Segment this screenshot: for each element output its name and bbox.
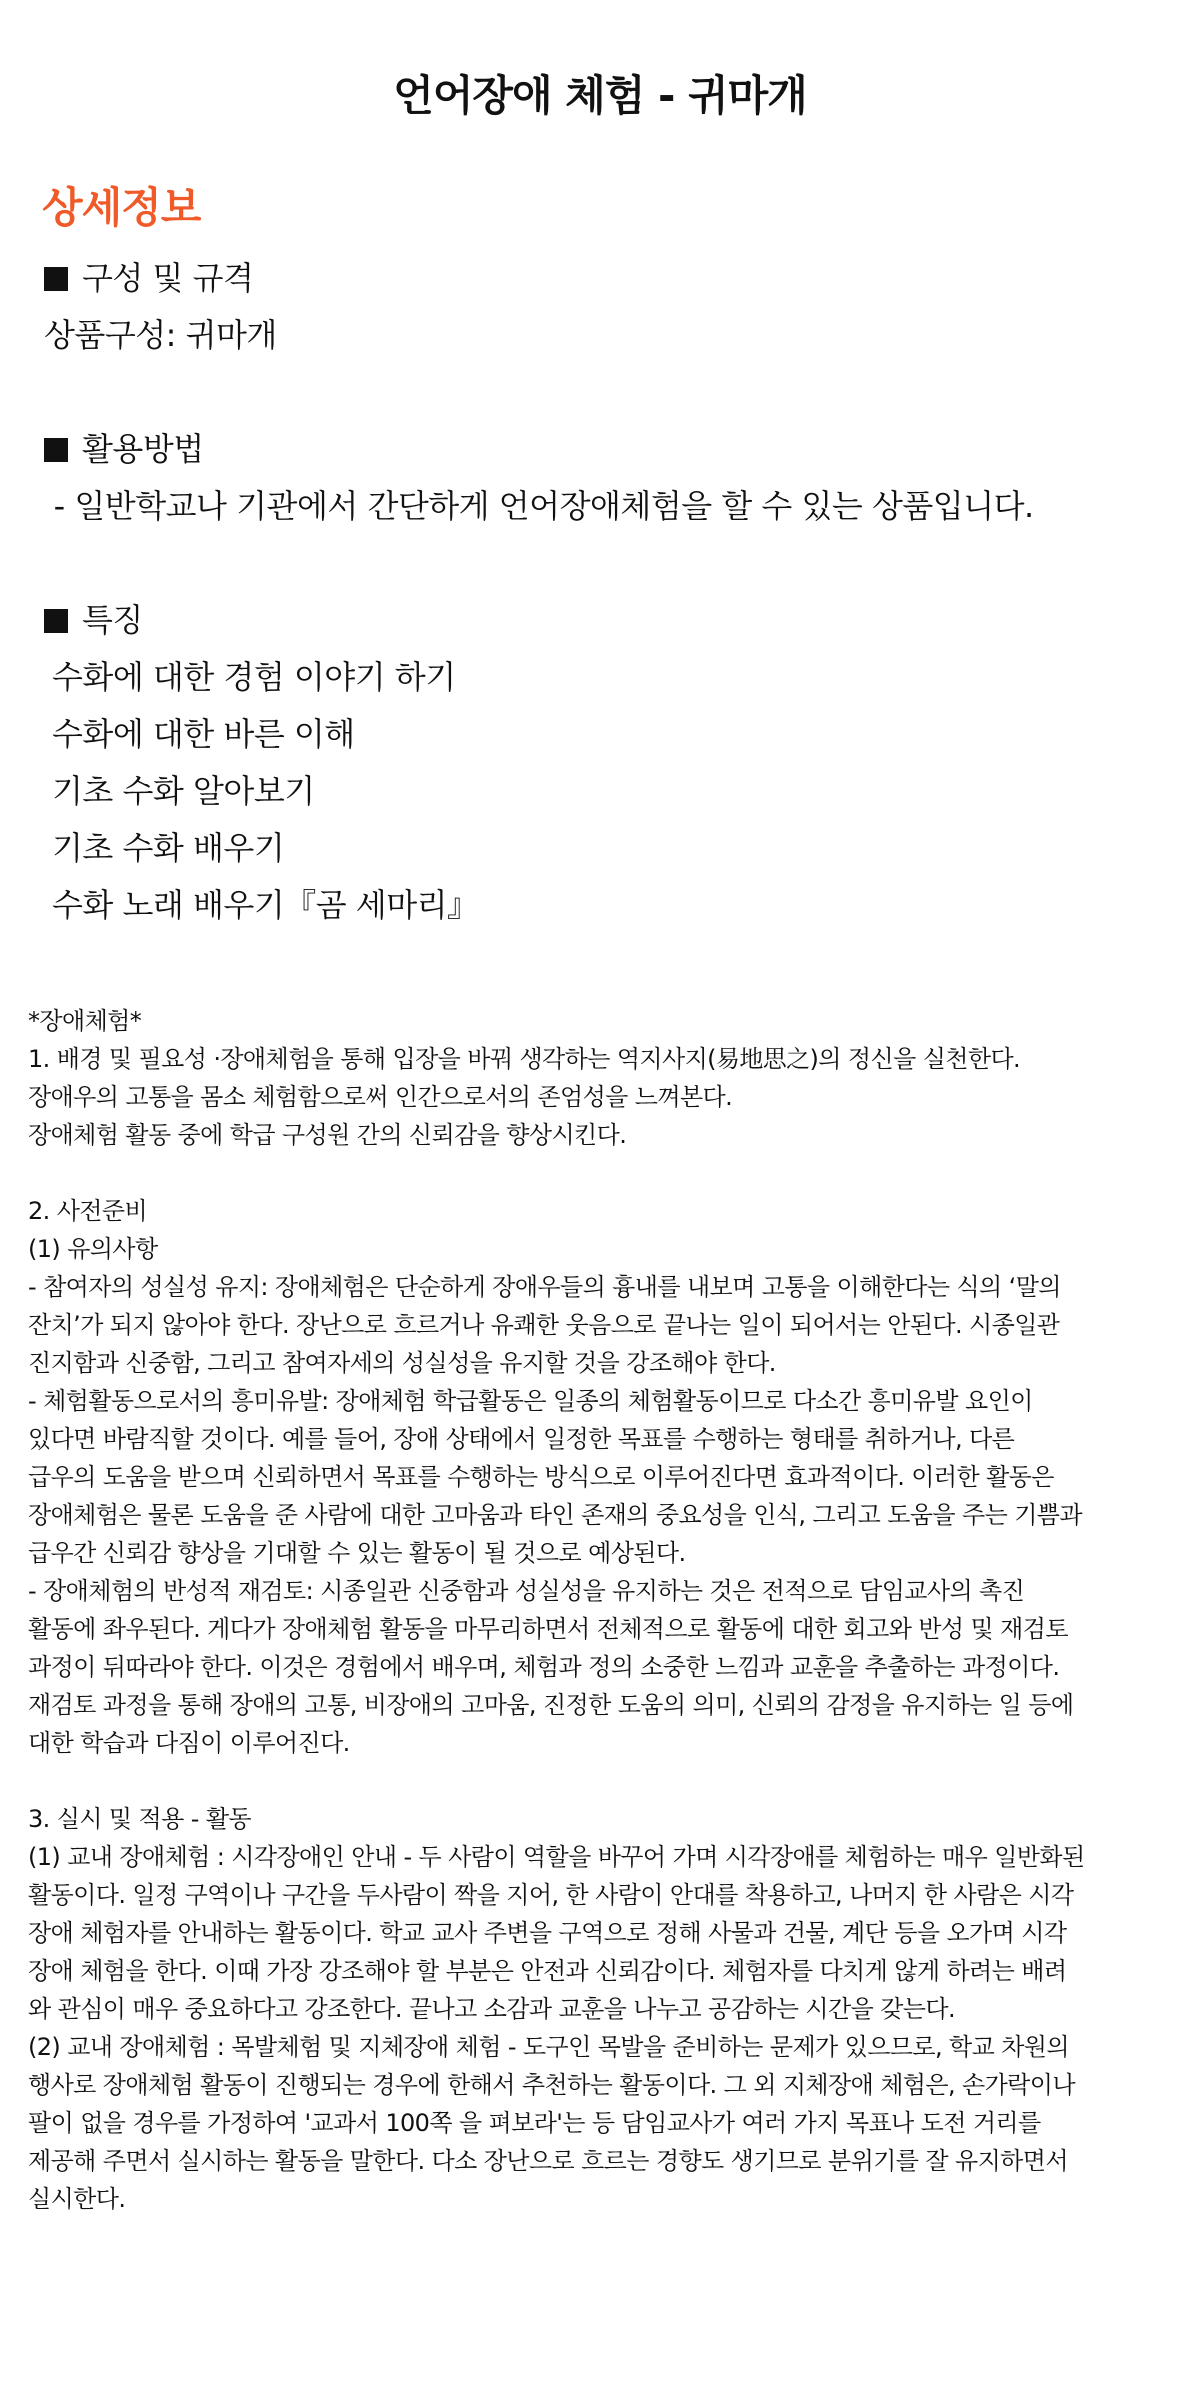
description-line: 제공해 주면서 실시하는 활동을 말한다. 다소 장난으로 흐르는 경향도 생기므로 분위기를 잘 유지하면서 xyxy=(28,2147,1068,2175)
description-line: 장애 체험을 한다. 이때 가장 강조해야 할 부분은 안전과 신뢰감이다. 체험자를 다치게 않게 하려는 배려 xyxy=(28,1957,1067,1985)
feature-item: 수화에 대한 경험 이야기 하기 xyxy=(52,658,456,696)
description-line: (1) 유의사항 xyxy=(28,1235,158,1263)
spacer xyxy=(44,535,1164,592)
description-line: 진지함과 신중함, 그리고 참여자세의 성실성을 유지할 것을 강조해야 한다. xyxy=(28,1349,776,1377)
description-line: - 장애체험의 반성적 재검토: 시종일관 신중함과 성실성을 유지하는 것은 전적으로 담임교사의 촉진 xyxy=(28,1577,1025,1605)
usage-heading-text: 활용방법 xyxy=(82,430,204,468)
features-heading xyxy=(44,592,1164,649)
description-line: 급우간 신뢰감 향상을 기대할 수 있는 활동이 될 것으로 예상된다. xyxy=(28,1539,686,1567)
description-line: 장애체험 활동 중에 학급 구성원 간의 신뢰감을 향상시킨다. xyxy=(28,1121,627,1149)
usage-heading xyxy=(44,421,1164,478)
black-square-icon xyxy=(44,609,68,633)
description-line: 장애체험은 물론 도움을 준 사람에 대한 고마움과 타인 존재의 중요성을 인식, 그리고 도움을 주는 기쁨과 xyxy=(28,1501,1082,1529)
detail-heading: 상세정보 xyxy=(42,183,201,232)
description-line: *장애체험* xyxy=(28,1007,142,1035)
description-line: 장애우의 고통을 몸소 체험함으로써 인간으로서의 존엄성을 느껴본다. xyxy=(28,1083,733,1111)
composition-product: 상품구성: 귀마개 xyxy=(44,316,277,354)
composition-heading-text: 구성 및 규격 xyxy=(82,259,254,297)
spacer xyxy=(44,364,1164,421)
disability-experience-description xyxy=(28,1002,1178,2218)
feature-item: 기초 수화 배우기 xyxy=(52,829,285,867)
black-square-icon xyxy=(44,267,68,291)
spacer xyxy=(28,1154,1178,1192)
description-line: 재검토 과정을 통해 장애의 고통, 비장애의 고마움, 진정한 도움의 의미, 신뢰의 감정을 유지하는 일 등에 xyxy=(28,1691,1074,1719)
composition-heading xyxy=(44,250,1164,307)
spec-block xyxy=(44,250,1164,934)
description-line: 있다면 바람직할 것이다. 예를 들어, 장애 상태에서 일정한 목표를 수행하는 형태를 취하거나, 다른 xyxy=(28,1425,1015,1453)
feature-item: 기초 수화 알아보기 xyxy=(52,772,315,810)
description-line: 팔이 없을 경우를 가정하여 '교과서 100쪽 을 펴보라'는 등 담임교사가 여러 가지 목표나 도전 거리를 xyxy=(28,2109,1041,2137)
feature-item: 수화 노래 배우기『곰 세마리』 xyxy=(52,886,479,924)
description-line: 대한 학습과 다짐이 이루어진다. xyxy=(28,1729,350,1757)
black-square-icon xyxy=(44,438,68,462)
features-heading-text: 특징 xyxy=(82,601,143,639)
description-line: 3. 실시 및 적용 - 활동 xyxy=(28,1805,251,1833)
description-line: 활동에 좌우된다. 게다가 장애체험 활동을 마무리하면서 전체적으로 활동에 대한 회고와 반성 및 재검토 xyxy=(28,1615,1068,1643)
feature-item: 수화에 대한 바른 이해 xyxy=(52,715,355,753)
description-line: (1) 교내 장애체험 : 시각장애인 안내 - 두 사람이 역할을 바꾸어 가며 시각장애를 체험하는 매우 일반화된 xyxy=(28,1843,1085,1871)
description-line: 장애 체험자를 안내하는 활동이다. 학교 교사 주변을 구역으로 정해 사물과 건물, 계단 등을 오가며 시각 xyxy=(28,1919,1067,1947)
description-line: 행사로 장애체험 활동이 진행되는 경우에 한해서 추천하는 활동이다. 그 외 지체장애 체험은, 손가락이나 xyxy=(28,2071,1075,2099)
description-line: 잔치’가 되지 않아야 한다. 장난으로 흐르거나 유쾌한 웃음으로 끝나는 일이 되어서는 안된다. 시종일관 xyxy=(28,1311,1060,1339)
description-line: (2) 교내 장애체험 : 목발체험 및 지체장애 체험 - 도구인 목발을 준비하는 문제가 있으므로, 학교 차원의 xyxy=(28,2033,1069,2061)
description-line: 와 관심이 매우 중요하다고 강조한다. 끝나고 소감과 교훈을 나누고 공감하는 시간을 갖는다. xyxy=(28,1995,955,2023)
usage-text: - 일반학교나 기관에서 간단하게 언어장애체험을 할 수 있는 상품입니다. xyxy=(44,487,1034,525)
description-line: 과정이 뒤따라야 한다. 이것은 경험에서 배우며, 체험과 정의 소중한 느낌과 교훈을 추출하는 과정이다. xyxy=(28,1653,1060,1681)
description-line: - 체험활동으로서의 흥미유발: 장애체험 학급활동은 일종의 체험활동이므로 다소간 흥미유발 요인이 xyxy=(28,1387,1033,1415)
description-line: 실시한다. xyxy=(28,2185,126,2213)
description-line: 2. 사전준비 xyxy=(28,1197,148,1225)
description-line: - 참여자의 성실성 유지: 장애체험은 단순하게 장애우들의 흉내를 내보며 고통을 이해한다는 식의 ‘말의 xyxy=(28,1273,1061,1301)
description-line: 1. 배경 및 필요성 ·장애체험을 통해 입장을 바꿔 생각하는 역지사지(易地思之)의 정신을 실천한다. xyxy=(28,1045,1021,1073)
spacer xyxy=(28,1762,1178,1800)
description-line: 급우의 도움을 받으며 신뢰하면서 목표를 수행하는 방식으로 이루어진다면 효과적이다. 이러한 활동은 xyxy=(28,1463,1054,1491)
description-line: 활동이다. 일정 구역이나 구간을 두사람이 짝을 지어, 한 사람이 안대를 착용하고, 나머지 한 사람은 시각 xyxy=(28,1881,1074,1909)
page-title: 언어장애 체험 - 귀마개 xyxy=(393,71,807,120)
